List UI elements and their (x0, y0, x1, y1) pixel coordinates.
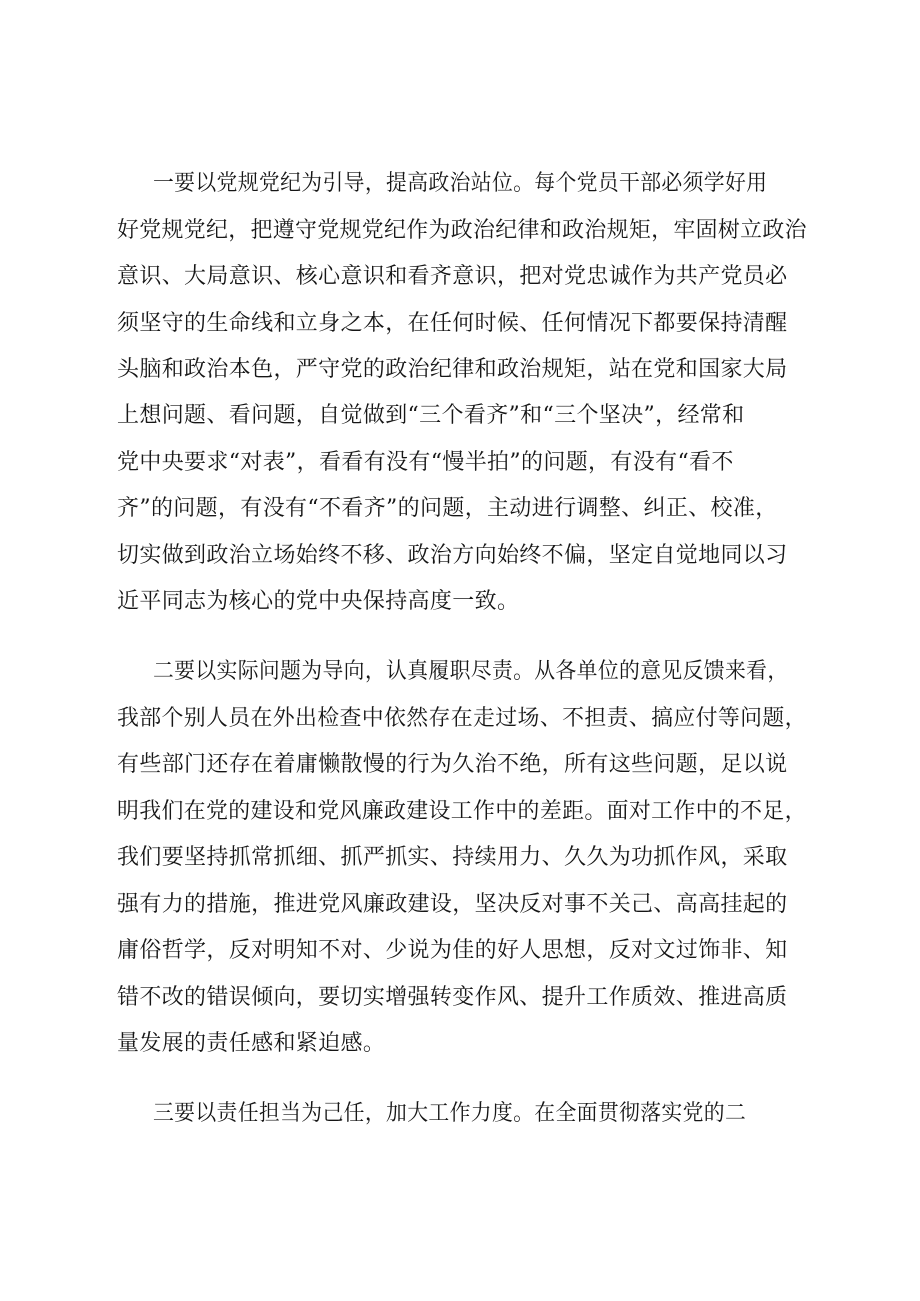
paragraph-1-line-9: 切实做到政治立场始终不移、政治方向始终不偏，坚定自觉地同以习 (117, 543, 788, 568)
paragraph-1-line-6: 上想问题、看问题，自觉做到“三个看齐”和“三个坚决”，经常和 (117, 403, 745, 428)
paragraph-1-line-3: 意识、大局意识、核心意识和看齐意识，把对党忠诚作为共产党员必 (117, 264, 788, 289)
paragraph-2-line-5: 我们要坚持抓常抓细、抓严抓实、持续用力、久久为功抓作风，采取 (117, 845, 788, 870)
paragraph-1-line-1: 一要以党规党纪为引导，提高政治站位。每个党员干部必须学好用 (153, 171, 768, 196)
paragraph-1-line-4: 须坚守的生命线和立身之本，在任何时候、任何情况下都要保持清醒 (117, 311, 788, 336)
paragraph-3-line-1: 三要以责任担当为己任，加大工作力度。在全面贯彻落实党的二 (153, 1101, 747, 1126)
paragraph-1-line-8: 齐”的问题，有没有“不看齐”的问题，主动进行调整、纠正、校准， (117, 496, 778, 521)
paragraph-2-line-8: 错不改的错误倾向，要切实增强转变作风、提升工作质效、推进高质 (117, 985, 788, 1010)
paragraph-2-line-9: 量发展的责任感和紧迫感。 (117, 1031, 386, 1056)
paragraph-2-line-4: 明我们在党的建设和党风廉政建设工作中的差距。面对工作中的不足， (117, 799, 807, 824)
paragraph-2-line-3: 有些部门还存在着庸懒散慢的行为久治不绝，所有这些问题，足以说 (117, 752, 788, 777)
paragraph-2-line-2: 我部个别人员在外出检查中依然存在走过场、不担责、搞应付等问题， (117, 706, 807, 731)
paragraph-1-line-7: 党中央要求“对表”，看看有没有“慢半拍”的问题，有没有“看不 (117, 450, 734, 475)
paragraph-2-line-1: 二要以实际问题为导向，认真履职尽责。从各单位的意见反馈来看， (153, 659, 789, 684)
paragraph-2-line-6: 强有力的措施，推进党风廉政建设，坚决反对事不关己、高高挂起的 (117, 892, 788, 917)
paragraph-1-line-5: 头脑和政治本色，严守党的政治纪律和政治规矩，站在党和国家大局 (117, 357, 788, 382)
paragraph-1-line-10: 近平同志为核心的党中央保持高度一致。 (117, 589, 520, 614)
paragraph-1-line-2: 好党规党纪，把遵守党规党纪作为政治纪律和政治规矩，牢固树立政治 (117, 218, 807, 243)
paragraph-2-line-7: 庸俗哲学，反对明知不对、少说为佳的好人思想，反对文过饰非、知 (117, 938, 788, 963)
